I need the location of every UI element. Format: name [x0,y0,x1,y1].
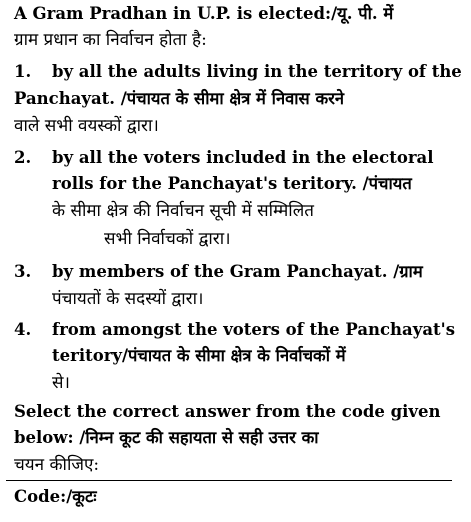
instruction-line-3: चयन कीजिए: [14,455,100,475]
divider-line [6,480,452,481]
code-label: Code:/कूटः [14,487,97,506]
option-4-number: 4. [14,320,32,339]
option-1-line-2: Panchayat. /पंचायत के सीमा क्षेत्र में निवास करने [14,89,345,108]
option-2-line-3: के सीमा क्षेत्र की निर्वाचन सूची में सम्मिलित [52,201,314,221]
option-4-line-3: से। [52,373,70,393]
option-2-number: 2. [14,148,32,167]
question-line-2: ग्राम प्रधान का निर्वाचन होता है: [14,30,207,50]
question-line-1: A Gram Pradhan in U.P. is elected:/यू. पी. में [14,4,394,23]
option-4-line-1: from amongst the voters of the Panchayat's [52,320,455,339]
option-4-line-2: teritory/पंचायत के सीमा क्षेत्र के निर्वाचकों में [52,346,346,365]
instruction-line-1: Select the correct answer from the code given [14,402,441,421]
option-3-number: 3. [14,262,32,281]
option-3-line-2: पंचायतों के सदस्यों द्वारा। [52,289,204,309]
option-1-number: 1. [14,62,32,81]
option-2-line-1: by all the voters included in the electoral [52,148,434,167]
option-1-line-3: वाले सभी वयस्कों द्वारा। [14,116,159,136]
option-3-line-1: by members of the Gram Panchayat. /ग्राम [52,262,423,281]
instruction-line-2: below: /निम्न कूट की सहायता से सही उत्तर का [14,428,319,447]
option-2-line-2: rolls for the Panchayat's teritory. /पंचायत [52,174,412,193]
option-1-line-1: by all the adults living in the territory of the [52,62,462,81]
option-2-line-4: सभी निर्वाचकों द्वारा। [104,229,231,249]
